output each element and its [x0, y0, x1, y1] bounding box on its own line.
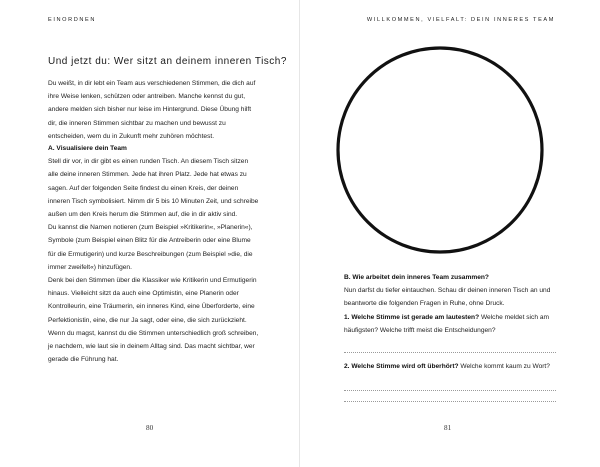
right-running-head: WILLKOMMEN, VIELFALT: DEIN INNERES TEAM: [366, 17, 555, 23]
question-2-label: 2. Welche Stimme wird oft überhört?: [344, 363, 459, 370]
right-page: [300, 0, 600, 467]
right-page-number: 81: [444, 424, 452, 432]
left-page-number: 80: [146, 424, 154, 432]
section-a: [48, 142, 260, 366]
intro-text: Du weißt, in dir lebt ein Team aus verschiedenen Stimmen, die dich auf ihre Weise lenken, schützen oder antreiben. Manche kennst du gut, andere melden sich bisher nur leise im Hintergrund. Diese Übung hilft dir, die inneren Stimmen sichtbar zu machen und bewusst zu entscheiden, wem du in Zukunft mehr zuhören möchtest.: [48, 80, 256, 140]
section-a-heading: A. Visualisiere dein Team: [48, 145, 127, 152]
page-title: Und jetzt du: Wer sitzt an deinem inneren Tisch?: [48, 56, 287, 67]
left-running-head: EINORDNEN: [48, 17, 96, 23]
section-b-intro: Nun darfst du tiefer eintauchen. Schau dir deinen inneren Tisch an und beantworte die folgenden Fragen in Ruhe, ohne Druck.: [344, 287, 551, 308]
intro-paragraph: [48, 77, 260, 143]
section-a-paragraph: Denk bei den Stimmen über die Klassiker wie Kritikerin und Ermutigerin hinaus. Vielleicht sitzt da auch eine Optimistin, eine Planerin oder Kontrolleurin, eine Träumerin, ein inneres Kind, eine Überforderte, eine Perfektionistin, eine, die nur Ja sagt, oder eine, die sich zurückzieht.: [48, 277, 257, 324]
inner-table-circle: [335, 45, 545, 255]
answer-line[interactable]: [344, 352, 556, 353]
question-1-text: Welche meldet sich am häufigsten? Welche trifft meist die Entscheidungen?: [344, 313, 549, 334]
question-2-text: Welche kommt kaum zu Wort?: [458, 363, 550, 370]
question-1: [344, 311, 562, 337]
question-1-label: 1. Welche Stimme ist gerade am lautesten?: [344, 313, 480, 321]
section-a-paragraph: Stell dir vor, in dir gibt es einen runden Tisch. An diesem Tisch sitzen alle deine inneren Stimmen. Jede hat ihren Platz. Jede hat etwas zu sagen. Auf der folgenden Seite findest du einen Kreis, der deinen inneren Tisch symbolisiert. Nimm dir 5 bis 10 Minuten Zeit, und schreibe außen um den Kreis herum die Stimmen auf, die in dir aktiv sind.: [48, 158, 259, 219]
section-a-paragraph: Du kannst die Namen notieren (zum Beispiel »Kritikerin«, »Planerin«), Symbole (zum Beispiel einen Blitz für die Antreiberin oder eine Blume für die Ermutigerin) und kurze Beschreibungen (zum Beispiel »die, die immer zweifelt«) hinzufügen.: [48, 224, 253, 271]
question-2: [344, 360, 562, 373]
section-b: [344, 271, 562, 337]
answer-line[interactable]: [344, 401, 556, 402]
answer-line[interactable]: [344, 390, 556, 391]
section-a-paragraph: Wenn du magst, kannst du die Stimmen unterschiedlich groß schreiben, je nachdem, wie laut sie in deinem Alltag sind. Das macht sichtbar, wer gerade die Führung hat.: [48, 329, 259, 364]
section-b-heading: B. Wie arbeitet dein inneres Team zusammen?: [344, 274, 489, 281]
